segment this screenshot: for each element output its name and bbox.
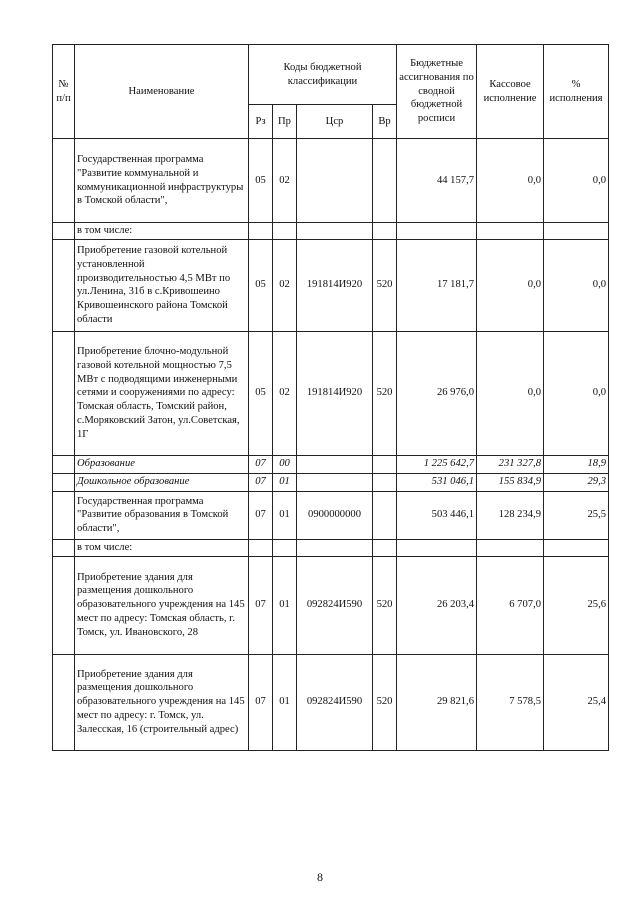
cell-rz	[249, 223, 273, 240]
cell-pr	[273, 223, 297, 240]
cell-num	[53, 539, 75, 556]
cell-csr	[297, 455, 373, 473]
cell-name: Государственная программа "Развитие образования в Томской области",	[75, 491, 249, 539]
cell-assign: 503 446,1	[397, 491, 477, 539]
cell-vr	[373, 539, 397, 556]
header-cash-execution: Кассовое исполнение	[477, 45, 544, 139]
cell-num	[53, 473, 75, 491]
header-rz: Рз	[249, 105, 273, 139]
cell-rz: 07	[249, 556, 273, 654]
cell-cash	[477, 539, 544, 556]
header-csr: Цср	[297, 105, 373, 139]
cell-csr	[297, 223, 373, 240]
cell-cash: 231 327,8	[477, 455, 544, 473]
cell-name: в том числе:	[75, 539, 249, 556]
cell-pct: 0,0	[544, 239, 609, 331]
cell-rz: 05	[249, 139, 273, 223]
cell-pr: 01	[273, 556, 297, 654]
cell-pct: 0,0	[544, 139, 609, 223]
cell-pr: 00	[273, 455, 297, 473]
table-row-including	[53, 539, 609, 556]
cell-cash: 6 707,0	[477, 556, 544, 654]
cell-assign: 44 157,7	[397, 139, 477, 223]
cell-rz	[249, 539, 273, 556]
page-number: 8	[317, 870, 323, 884]
cell-pct	[544, 539, 609, 556]
cell-csr: 092824И590	[297, 654, 373, 750]
cell-vr	[373, 473, 397, 491]
cell-name: Дошкольное образование	[75, 473, 249, 491]
table-row	[53, 331, 609, 455]
cell-num	[53, 654, 75, 750]
cell-name: Приобретение газовой котельной установленной производительностью 4,5 МВт по ул.Ленина, 31б в с.Кривошеино Кривошеинского района Томской области	[75, 239, 249, 331]
table-row-program-communal	[53, 139, 609, 223]
cell-cash: 7 578,5	[477, 654, 544, 750]
cell-cash	[477, 223, 544, 240]
cell-csr: 0900000000	[297, 491, 373, 539]
cell-csr	[297, 539, 373, 556]
cell-vr: 520	[373, 654, 397, 750]
cell-name: Государственная программа "Развитие коммунальной и коммуникационной инфраструктуры в Томской области",	[75, 139, 249, 223]
cell-num	[53, 455, 75, 473]
cell-assign: 531 046,1	[397, 473, 477, 491]
cell-pct: 25,5	[544, 491, 609, 539]
cell-vr	[373, 139, 397, 223]
cell-rz: 05	[249, 331, 273, 455]
header-assignments: Бюджетные ассигнования по сводной бюджетной росписи	[397, 45, 477, 139]
header-percent-execution: % исполнения	[544, 45, 609, 139]
cell-csr	[297, 139, 373, 223]
table-row	[53, 239, 609, 331]
cell-pct: 0,0	[544, 331, 609, 455]
budget-execution-table	[52, 44, 609, 751]
cell-pr: 02	[273, 331, 297, 455]
cell-rz: 05	[249, 239, 273, 331]
table-row	[53, 556, 609, 654]
cell-assign	[397, 223, 477, 240]
cell-cash: 0,0	[477, 331, 544, 455]
cell-name: в том числе:	[75, 223, 249, 240]
cell-num	[53, 556, 75, 654]
cell-rz: 07	[249, 473, 273, 491]
cell-cash: 0,0	[477, 239, 544, 331]
cell-vr	[373, 223, 397, 240]
table-row	[53, 654, 609, 750]
table-row-program-education	[53, 491, 609, 539]
cell-pr: 01	[273, 473, 297, 491]
cell-name: Приобретение блочно-модульной газовой котельной мощностью 7,5 МВт с подводящими инженерными сетями и сооружениями по адресу: Томская область, Томский район, с.Моряковский Затон, ул.Советская, 1Г	[75, 331, 249, 455]
header-row-top	[53, 45, 609, 105]
cell-assign: 29 821,6	[397, 654, 477, 750]
cell-rz: 07	[249, 491, 273, 539]
cell-vr	[373, 455, 397, 473]
cell-vr: 520	[373, 239, 397, 331]
cell-vr: 520	[373, 556, 397, 654]
cell-pr: 02	[273, 239, 297, 331]
cell-assign: 17 181,7	[397, 239, 477, 331]
cell-pct	[544, 223, 609, 240]
cell-csr	[297, 473, 373, 491]
table-row-including	[53, 223, 609, 240]
cell-cash: 0,0	[477, 139, 544, 223]
cell-pr	[273, 539, 297, 556]
header-budget-codes: Коды бюджетной классификации	[249, 45, 397, 105]
cell-pct: 18,9	[544, 455, 609, 473]
cell-pr: 01	[273, 491, 297, 539]
cell-assign: 26 203,4	[397, 556, 477, 654]
cell-num	[53, 491, 75, 539]
cell-pct: 25,6	[544, 556, 609, 654]
cell-num	[53, 239, 75, 331]
cell-pr: 02	[273, 139, 297, 223]
cell-num	[53, 223, 75, 240]
cell-rz: 07	[249, 654, 273, 750]
cell-vr	[373, 491, 397, 539]
table-row-education-section	[53, 455, 609, 473]
cell-num	[53, 139, 75, 223]
cell-cash: 128 234,9	[477, 491, 544, 539]
cell-name: Образование	[75, 455, 249, 473]
cell-num	[53, 331, 75, 455]
cell-pr: 01	[273, 654, 297, 750]
cell-cash: 155 834,9	[477, 473, 544, 491]
header-vr: Вр	[373, 105, 397, 139]
header-number: № п/п	[53, 45, 75, 139]
cell-pct: 25,4	[544, 654, 609, 750]
header-name: Наименование	[75, 45, 249, 139]
cell-name: Приобретение здания для размещения дошкольного образовательного учреждения на 145 мест по адресу: г. Томск, ул. Залесская, 16 (строительный адрес)	[75, 654, 249, 750]
cell-assign	[397, 539, 477, 556]
cell-name: Приобретение здания для размещения дошкольного образовательного учреждения на 145 мест по адресу: Томская область, г. Томск, ул. Ивановского, 28	[75, 556, 249, 654]
cell-rz: 07	[249, 455, 273, 473]
cell-csr: 092824И590	[297, 556, 373, 654]
cell-pct: 29,3	[544, 473, 609, 491]
cell-vr: 520	[373, 331, 397, 455]
cell-assign: 1 225 642,7	[397, 455, 477, 473]
cell-assign: 26 976,0	[397, 331, 477, 455]
header-pr: Пр	[273, 105, 297, 139]
table-row-preschool-subsection	[53, 473, 609, 491]
cell-csr: 191814И920	[297, 239, 373, 331]
cell-csr: 191814И920	[297, 331, 373, 455]
